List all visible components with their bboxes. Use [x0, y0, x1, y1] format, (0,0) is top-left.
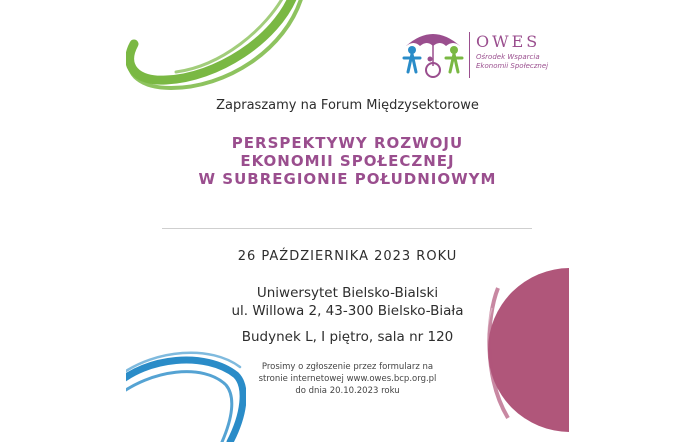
logo-subtitle-line2: Ekonomii Społecznej — [476, 62, 549, 70]
event-date: 26 PAŹDZIERNIKA 2023 ROKU — [237, 249, 458, 264]
logo-divider — [469, 32, 470, 78]
umbrella-people-logo-icon — [398, 26, 468, 84]
registration-note-line2: stronie internetowej www.owes.bcp.org.pl — [258, 374, 437, 384]
registration-note-line1: Prosimy o zgłoszenie przez formularz na — [261, 362, 434, 372]
venue-address: ul. Willowa 2, 43-300 Bielsko-Biała — [231, 303, 464, 319]
event-title-line2: EKONOMII SPOŁECZNEJ — [240, 152, 455, 170]
event-title-line1: PERSPEKTYWY ROZWOJU — [231, 134, 464, 152]
logo-name: OWES — [476, 32, 541, 51]
owes-logo — [398, 26, 548, 86]
registration-note-line3: do dnia 20.10.2023 roku — [295, 386, 400, 396]
invitation-text: Zapraszamy na Forum Międzysektorowe — [216, 98, 479, 113]
event-title-line3: W SUBREGIONIE POŁUDNIOWYM — [198, 170, 497, 188]
logo-subtitle-line1: Ośrodek Wsparcia — [476, 53, 540, 61]
section-divider — [162, 228, 532, 229]
venue-room: Budynek L, I piętro, sala nr 120 — [241, 329, 454, 345]
event-poster — [126, 0, 569, 442]
green-brush-ring-icon — [126, 0, 326, 95]
venue-name: Uniwersytet Bielsko-Bialski — [256, 285, 439, 301]
